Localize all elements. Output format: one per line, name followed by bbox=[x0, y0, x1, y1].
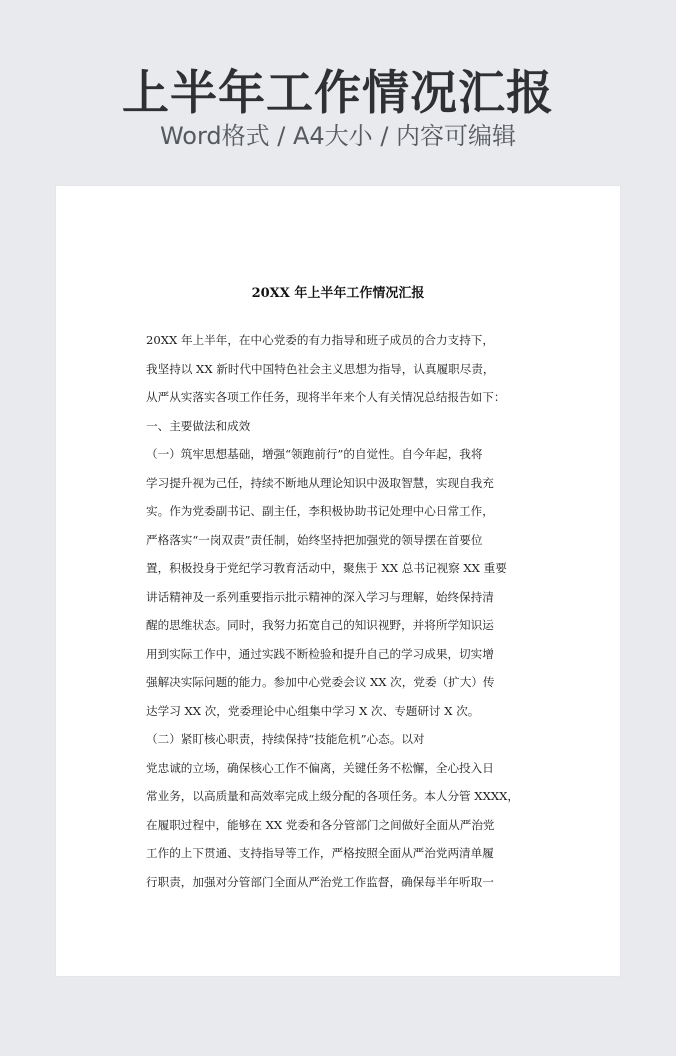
document-title: 20XX 年上半年工作情况汇报 bbox=[251, 286, 425, 301]
document-body bbox=[146, 326, 540, 896]
document-line: （一）筑牢思想基础，增强“领跑前行”的自觉性。自今年起，我将 bbox=[146, 447, 483, 461]
document-line: 党忠诚的立场，确保核心工作不偏离，关键任务不松懈，全心投入日 bbox=[146, 760, 494, 775]
document-line: 用到实际工作中，通过实践不断检验和提升自己的学习成果，切实增 bbox=[146, 646, 494, 661]
banner-title: 上半年工作情况汇报 bbox=[122, 66, 554, 121]
document-line: 达学习 XX 次，党委理论中心组集中学习 X 次、专题研讨 X 次。 bbox=[146, 703, 480, 718]
document-line: 20XX 年上半年，在中心党委的有力指导和班子成员的合力支持下， bbox=[146, 333, 494, 347]
section-heading: 一、主要做法和成效 bbox=[146, 418, 251, 433]
document-line: 讲话精神及一系列重要指示批示精神的深入学习与理解，始终保持清 bbox=[146, 589, 494, 604]
document-line: 行职责，加强对分管部门全面从严治党工作监督，确保每半年听取一 bbox=[146, 874, 494, 889]
document-line: （二）紧盯核心职责，持续保持“技能危机”心态。以对 bbox=[146, 732, 425, 746]
document-line: 强解决实际问题的能力。参加中心党委会议 XX 次，党委（扩大）传 bbox=[146, 675, 495, 689]
document-line: 学习提升视为己任，持续不断地从理论知识中汲取智慧，实现自我充 bbox=[146, 475, 494, 490]
banner bbox=[0, 0, 676, 186]
document-line: 我坚持以 XX 新时代中国特色社会主义思想为指导，认真履职尽责， bbox=[146, 361, 495, 376]
document-line: 实。作为党委副书记、副主任，李积极协助书记处理中心日常工作， bbox=[146, 504, 494, 518]
document-line: 在履职过程中，能够在 XX 党委和各分管部门之间做好全面从严治党 bbox=[146, 817, 495, 832]
document-line: 工作的上下贯通、支持指导等工作，严格按照全面从严治党两清单履 bbox=[146, 846, 494, 860]
banner-subtitle: Word格式 / A4大小 / 内容可编辑 bbox=[159, 122, 517, 150]
document-line: 从严从实落实各项工作任务，现将半年来个人有关情况总结报告如下： bbox=[146, 390, 506, 404]
document-page bbox=[56, 186, 620, 976]
document-line: 常业务，以高质量和高效率完成上级分配的各项任务。本人分管 XXXX， bbox=[146, 789, 519, 803]
document-line: 严格落实“一岗双责”责任制，始终坚持把加强党的领导摆在首要位 bbox=[146, 532, 483, 547]
document-line: 置，积极投身于党纪学习教育活动中，聚焦于 XX 总书记视察 XX 重要 bbox=[146, 561, 507, 575]
document-line: 醒的思维状态。同时，我努力拓宽自己的知识视野，并将所学知识运 bbox=[146, 618, 494, 632]
